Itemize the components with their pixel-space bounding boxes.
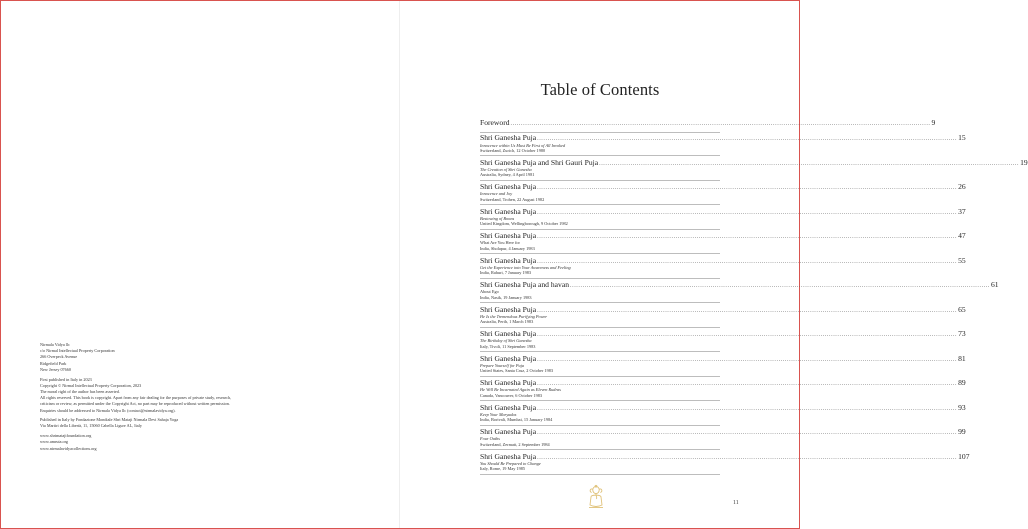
address-line: New Jersey 07660 (40, 366, 71, 372)
toc-entry-title: Shri Ganesha Puja (480, 182, 537, 192)
toc-entry-location: United Kingdom, Wellingborough, 9 October 1982 (480, 221, 568, 227)
toc-entry-row (480, 304, 966, 314)
toc-entry[interactable] (480, 206, 966, 230)
toc-entry[interactable] (480, 231, 966, 254)
toc-entry-subtitle: He Will Be Incarnated Again as Eleven Rudras (480, 387, 561, 393)
toc-entry-subtitle: Get the Experience into Your Awareness and Feeling (480, 264, 571, 270)
dot-leader: ........................................................................................................................................................................................................ (570, 283, 990, 290)
toc-entry-title: Shri Ganesha Puja (480, 378, 537, 388)
dot-leader: ........................................................................................................................................................................................................ (537, 234, 958, 241)
dot-leader: ........................................................................................................................................................................................................ (537, 258, 958, 265)
toc-entry[interactable] (480, 329, 966, 352)
toc-entry[interactable] (480, 255, 966, 279)
toc-entry-location: India, Sholapur, 4 January 1983 (480, 245, 535, 251)
website-link[interactable]: www.nirmalavidyacollections.org (40, 445, 97, 451)
toc-page-number: 37 (958, 206, 966, 216)
toc-entry-row (480, 329, 966, 339)
dot-leader: ........................................................................................................................................................................................................ (537, 136, 958, 143)
toc-page-number: 26 (958, 182, 966, 192)
toc-entry-subtitle: He Is the Tremendous Purifying Power (480, 313, 548, 319)
toc-entry-location: Italy, Tivoli, 11 September 1983 (480, 343, 536, 349)
toc-entry[interactable] (480, 427, 966, 450)
toc-page-number: 89 (958, 378, 966, 388)
toc-entry[interactable] (480, 402, 966, 426)
toc-entry-row (480, 427, 966, 437)
dot-leader: ........................................................................................................................................................................................................ (537, 332, 958, 339)
toc-page-number: 15 (958, 133, 966, 143)
toc-entry-subtitle: Bestowing of Boons (480, 215, 515, 221)
toc-entry-subtitle: Innocence within Us Must Be First of All Invoked (480, 142, 566, 148)
toc-entry-row (480, 133, 966, 143)
dot-leader: ........................................................................................................................................................................................................ (537, 185, 958, 192)
dot-leader: ........................................................................................................................................................................................................ (537, 381, 958, 388)
ganesha-emblem-icon (587, 485, 605, 509)
toc-page-number: 99 (958, 427, 966, 437)
toc-entry-title: Shri Ganesha Puja (480, 353, 537, 363)
toc-entry[interactable] (480, 378, 966, 401)
toc-entry-subtitle: About Ego (480, 289, 499, 295)
dot-leader: ........................................................................................................................................................................................................ (537, 209, 958, 216)
toc-entry-row (480, 451, 970, 461)
toc-entry[interactable] (480, 157, 1028, 181)
toc-entry-location: Switzerland, Zurich, 12 October 1980 (480, 147, 546, 153)
toc-title: Table of Contents (540, 80, 660, 99)
website-link[interactable]: www.amruta.org (40, 439, 69, 445)
toc-entry-title: Shri Ganesha Puja (480, 255, 537, 265)
toc-entry-subtitle: The Birthday of Shri Ganesha (480, 338, 532, 344)
address-line: 266 Overpeck Avenue (40, 354, 78, 360)
toc-entry[interactable] (480, 451, 970, 475)
toc-entry[interactable] (480, 304, 966, 328)
publication-line: All rights reserved. This book is copyright. Apart from any fair dealing for the purposes of private study, research, (40, 395, 232, 401)
toc-entry-title: Shri Ganesha Puja (480, 451, 537, 461)
toc-entry-row (480, 280, 999, 290)
toc-entry-row (480, 206, 966, 216)
dot-leader: ........................................................................................................................................................................................................ (537, 307, 958, 314)
toc-page-number: 9 (931, 118, 936, 127)
dot-leader: ........................................................................................................................................................................................................ (537, 405, 958, 412)
toc-entry-location: India, Rahuri, 7 January 1983 (480, 270, 532, 276)
toc-entry-location: Switzerland, Trohen, 22 August 1982 (480, 196, 545, 202)
toc-entry-title: Shri Ganesha Puja and Shri Gauri Puja (480, 157, 599, 167)
toc-page-number: 93 (958, 402, 966, 412)
toc-entry-row (480, 157, 1028, 167)
toc-entry[interactable] (480, 182, 966, 205)
website-link[interactable]: www.shrimatajifoundation.org (40, 433, 92, 439)
toc-page-number: 61 (991, 280, 999, 290)
publication-line: Enquiries should be addressed to Nirmala Vidya llc (contact@nirmalavidya.org). (40, 407, 176, 413)
toc-entry-title: Shri Ganesha Puja and havan (480, 280, 569, 290)
dot-leader: ........................................................................................................................................................................................................ (510, 121, 931, 127)
toc-entry[interactable] (480, 118, 936, 133)
toc-entry-title: Shri Ganesha Puja (480, 304, 537, 314)
toc-page-number: 73 (958, 329, 966, 339)
toc-entry-row (480, 255, 966, 265)
toc-entry-title: Shri Ganesha Puja (480, 402, 537, 412)
toc-entry-subtitle: What Are You Here for (480, 240, 520, 246)
toc-entry-location: India, Borivali, Mumbai, 15 January 1984 (480, 417, 553, 423)
toc-entry-row (480, 231, 966, 241)
toc-page-number: 107 (958, 451, 970, 461)
toc-entry-row (480, 402, 966, 412)
toc-page-number: 81 (958, 353, 966, 363)
toc-entry-location: United States, Santa Cruz, 2 October 1983 (480, 368, 554, 374)
imprint-block (40, 342, 360, 455)
publication-line: The moral right of the author has been asserted. (40, 388, 120, 394)
address-line: c/o Nirmal Intellectual Property Corporation (40, 348, 115, 354)
toc-entry[interactable] (480, 353, 966, 377)
toc-entry-row (480, 118, 936, 127)
publisher-block (40, 417, 360, 429)
toc-entry-title: Shri Ganesha Puja (480, 206, 537, 216)
page-number: 11 (733, 500, 739, 506)
toc-entry-location: Australia, Perth, 1 March 1983 (480, 319, 534, 325)
toc-entry-location: Canada, Vancouver, 6 October 1983 (480, 392, 543, 398)
toc-entry-subtitle: Prepare Yourself for Puja (480, 362, 525, 368)
publication-line: Copyright © Nirmal Intellectual Property Corporation, 2023 (40, 382, 142, 388)
toc-entry-row (480, 378, 966, 388)
toc-list (480, 118, 1028, 476)
toc-entry-title: Shri Ganesha Puja (480, 329, 537, 339)
toc-entry-subtitle: The Creation of Shri Ganesha (480, 166, 532, 172)
toc-entry-location: Italy, Rome, 19 May 1985 (480, 466, 526, 472)
toc-entry-title: Shri Ganesha Puja (480, 231, 537, 241)
address-block (40, 342, 360, 373)
toc-entry-row (480, 182, 966, 192)
toc-page-number: 19 (1020, 157, 1028, 167)
toc-entry-row (480, 353, 966, 363)
dot-leader: ........................................................................................................................................................................................................ (599, 160, 1020, 167)
toc-page-number: 65 (958, 304, 966, 314)
toc-entry-title: Shri Ganesha Puja (480, 427, 537, 437)
address-line: Nirmala Vidya llc (40, 342, 70, 347)
toc-entry-title: Shri Ganesha Puja (480, 133, 537, 143)
websites-block (40, 433, 360, 452)
dot-leader: ........................................................................................................................................................................................................ (537, 356, 958, 363)
toc-entry-location: Switzerland, Zermatt, 2 September 1984 (480, 441, 550, 447)
publication-block (40, 377, 360, 414)
address-line: Ridgefield Park (40, 360, 67, 366)
dot-leader: ........................................................................................................................................................................................................ (537, 430, 958, 437)
toc-entry-location: India, Nasik, 19 January 1983 (480, 294, 532, 300)
toc-entry-subtitle: Innocence and Joy (480, 191, 513, 197)
book-spine (399, 1, 400, 528)
toc-entry-subtitle: Keep Your Maryadas (480, 411, 517, 417)
toc-page-number: 55 (958, 255, 966, 265)
dot-leader: ........................................................................................................................................................................................................ (537, 454, 958, 461)
publication-line: First published in Italy in 2023 (40, 376, 92, 382)
publication-line: criticism or review, as permitted under the Copyright Act, no part may be reproduced without written permission. (40, 401, 230, 407)
publisher-line: Published in Italy by Fondazione Mondiale Shri Mataji Nirmala Devi Sahaja Yoga (40, 417, 179, 423)
toc-entry[interactable] (480, 280, 999, 303)
toc-entry-subtitle: You Should Be Prepared to Change (480, 460, 541, 466)
toc-entry-title: Foreword (480, 118, 510, 127)
toc-entry-subtitle: Four Oaths (480, 436, 500, 442)
toc-entry[interactable] (480, 133, 966, 156)
toc-entry-location: Australia, Sydney, 4 April 1981 (480, 172, 535, 178)
publisher-line: Via Martiri della Libertà, 11, 15060 Cabella Ligure AL, Italy (40, 423, 142, 429)
toc-page-number: 47 (958, 231, 966, 241)
